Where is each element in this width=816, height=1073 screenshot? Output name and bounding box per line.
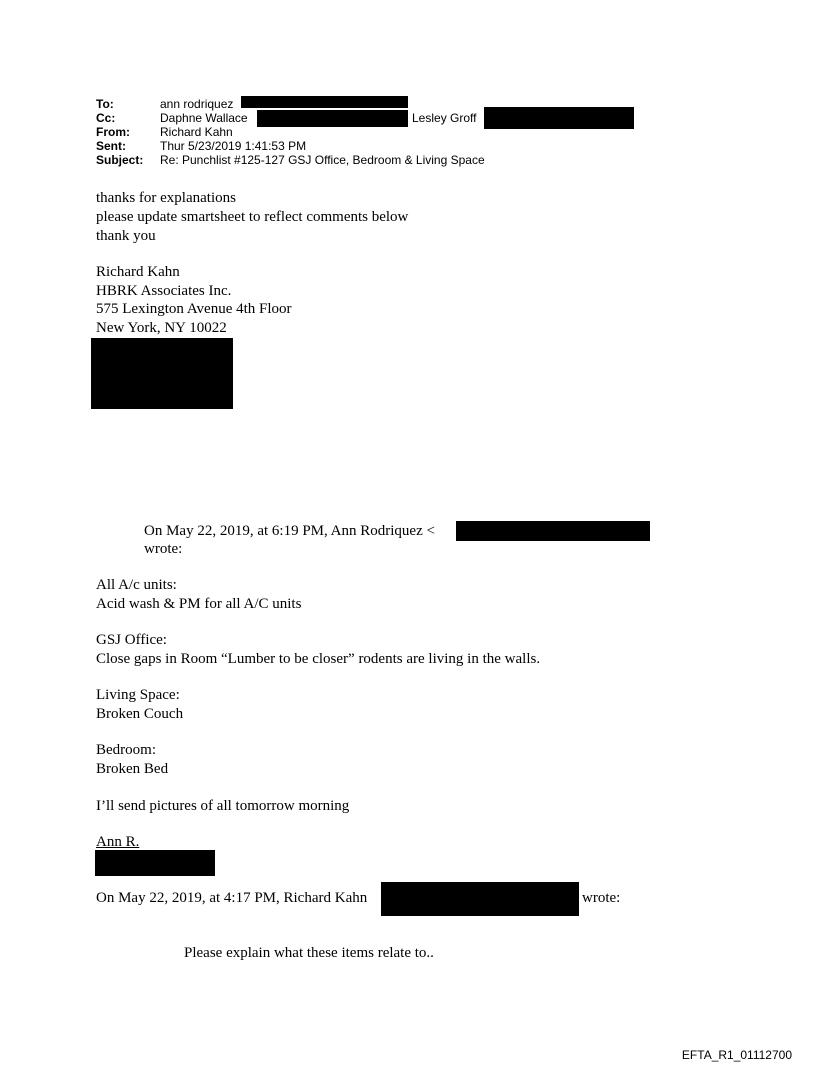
bedroom-item: Broken Bed <box>96 761 169 777</box>
signature-company: HBRK Associates Inc. <box>96 283 232 299</box>
quoted-intro-wrote: wrote: <box>144 541 183 557</box>
office-item: Close gaps in Room “Lumber to be closer” rodents are living in the walls. <box>96 651 541 667</box>
signature-address: 575 Lexington Avenue 4th Floor <box>96 301 292 317</box>
signature-city: New York, NY 10022 <box>96 320 227 336</box>
signature-name: Richard Kahn <box>96 264 180 280</box>
living-heading: Living Space: <box>96 687 180 703</box>
cc-value: Daphne Wallace <box>160 111 248 125</box>
redaction-box <box>241 96 408 108</box>
from-label: From: <box>96 125 130 139</box>
cc-label: Cc: <box>96 111 116 125</box>
subject-label: Subject: <box>96 153 144 167</box>
redaction-box <box>456 521 650 541</box>
subject-value: Re: Punchlist #125-127 GSJ Office, Bedroom & Living Space <box>160 153 485 167</box>
redaction-box <box>91 338 233 409</box>
document-id: EFTA_R1_01112700 <box>681 1048 792 1062</box>
ac-heading: All A/c units: <box>96 577 177 593</box>
pictures-line: I’ll send pictures of all tomorrow morning <box>96 798 350 814</box>
to-label: To: <box>96 97 114 111</box>
bedroom-heading: Bedroom: <box>96 742 156 758</box>
redaction-box <box>257 110 408 127</box>
sent-label: Sent: <box>96 139 126 153</box>
from-value: Richard Kahn <box>160 125 233 139</box>
signoff: Ann R. <box>96 834 140 850</box>
original-text: Please explain what these items relate to.. <box>184 945 434 961</box>
original-intro-wrote: wrote: <box>582 890 621 906</box>
redaction-box <box>381 882 579 916</box>
body-line: thank you <box>96 228 156 244</box>
sent-value: Thur 5/23/2019 1:41:53 PM <box>160 139 307 153</box>
to-value: ann rodriquez <box>160 97 234 111</box>
quoted-intro: On May 22, 2019, at 6:19 PM, Ann Rodriquez < <box>144 523 435 539</box>
cc-value-2: Lesley Groff <box>412 111 477 125</box>
body-line: please update smartsheet to reflect comments below <box>96 209 409 225</box>
ac-item: Acid wash & PM for all A/C units <box>96 596 302 612</box>
redaction-box <box>95 850 215 876</box>
living-item: Broken Couch <box>96 706 184 722</box>
office-heading: GSJ Office: <box>96 632 167 648</box>
body-line: thanks for explanations <box>96 190 236 206</box>
redaction-box <box>484 107 634 129</box>
original-intro: On May 22, 2019, at 4:17 PM, Richard Kahn <box>96 890 368 906</box>
